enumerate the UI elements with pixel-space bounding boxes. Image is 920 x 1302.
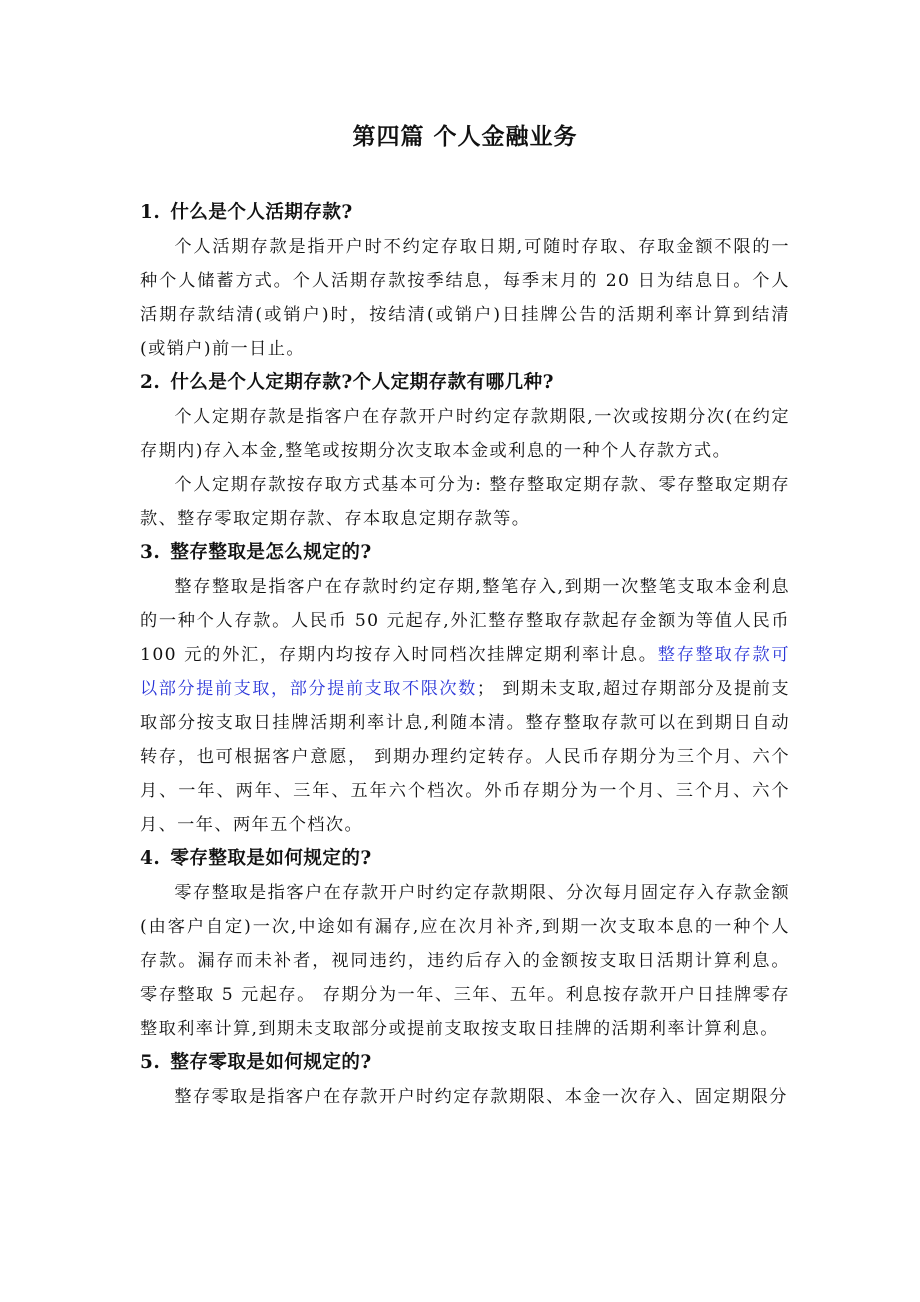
section-5-question: 整存零取是如何规定的? xyxy=(170,1052,372,1073)
section-4-heading xyxy=(140,842,790,876)
section-2-question: 什么是个人定期存款?个人定期存款有哪几种? xyxy=(170,372,555,393)
section-4-paragraph-1: 零存整取是指客户在存款开户时约定存款期限、分次每月固定存入存款金额(由客户自定)一次,中途如有漏存,应在次月补齐,到期一次支取本息的一种个人存款。漏存而未补者，视同违约，违约后存入的金额按支取日活期计算利息。零存整取 5 元起存。 存期分为一年、三年、五年。利息按存款开户日挂牌零存整取利率计算,到期未支取部分或提前支取按支取日挂牌的活期利率计算利息。 xyxy=(140,883,790,1039)
section-3-text-before: 整存整取是指客户在存款时约定存期,整笔存入,到期一次整笔支取本金利息的一种个人存款。人民币 50 元起存,外汇整存整取存款起存金额为等值人民币 100 元的外汇，存期内均按存入时同档次挂牌定期利率计息。 xyxy=(140,577,790,665)
section-5-heading xyxy=(140,1046,790,1080)
section-5-number: 5. xyxy=(140,1052,161,1073)
section-4-question: 零存整取是如何规定的? xyxy=(170,848,372,869)
section-4-number: 4. xyxy=(140,848,161,869)
section-5-paragraph-1: 整存零取是指客户在存款开户时约定存款期限、本金一次存入、固定期限分 xyxy=(174,1087,788,1107)
section-1-heading xyxy=(140,196,790,230)
section-2-paragraph-2: 个人定期存款按存取方式基本可分为: 整存整取定期存款、零存整取定期存款、整存零取定期存款、存本取息定期存款等。 xyxy=(140,475,790,529)
section-2-heading xyxy=(140,366,790,400)
section-1-paragraph-1: 个人活期存款是指开户时不约定存取日期,可随时存取、存取金额不限的一种个人储蓄方式。个人活期存款按季结息，每季末月的 20 日为结息日。个人活期存款结清(或销户)时，按结清(或销户)日挂牌公告的活期利率计算到结清(或销户)前一日止。 xyxy=(140,237,790,359)
section-1-number: 1. xyxy=(140,202,161,223)
section-3-highlighted-text: 整存整取存款可以部分提前支取，部分提前支取不限次数 xyxy=(140,645,790,699)
section-3-text-after: ； 到期未支取,超过存期部分及提前支取部分按支取日挂牌活期利率计息,利随本清。整存整取存款可以在到期日自动转存，也可根据客户意愿， 到期办理约定转存。人民币存期分为三个月、六个月、一年、两年、三年、五年六个档次。外币存期分为一个月、三个月、六个月、一年、两年五个档次。 xyxy=(140,679,790,835)
document-title: 第四篇 个人金融业务 xyxy=(352,123,578,150)
section-2-paragraph-1: 个人定期存款是指客户在存款开户时约定存款期限,一次或按期分次(在约定存期内)存入本金,整笔或按期分次支取本金或利息的一种个人存款方式。 xyxy=(140,407,790,461)
section-1-question: 什么是个人活期存款? xyxy=(170,202,353,223)
document-page xyxy=(140,118,790,1114)
section-3-paragraph-1 xyxy=(140,570,790,842)
section-2-number: 2. xyxy=(140,372,161,393)
section-3-number: 3. xyxy=(140,542,161,563)
section-3-heading xyxy=(140,536,790,570)
section-3-question: 整存整取是怎么规定的? xyxy=(170,542,372,563)
